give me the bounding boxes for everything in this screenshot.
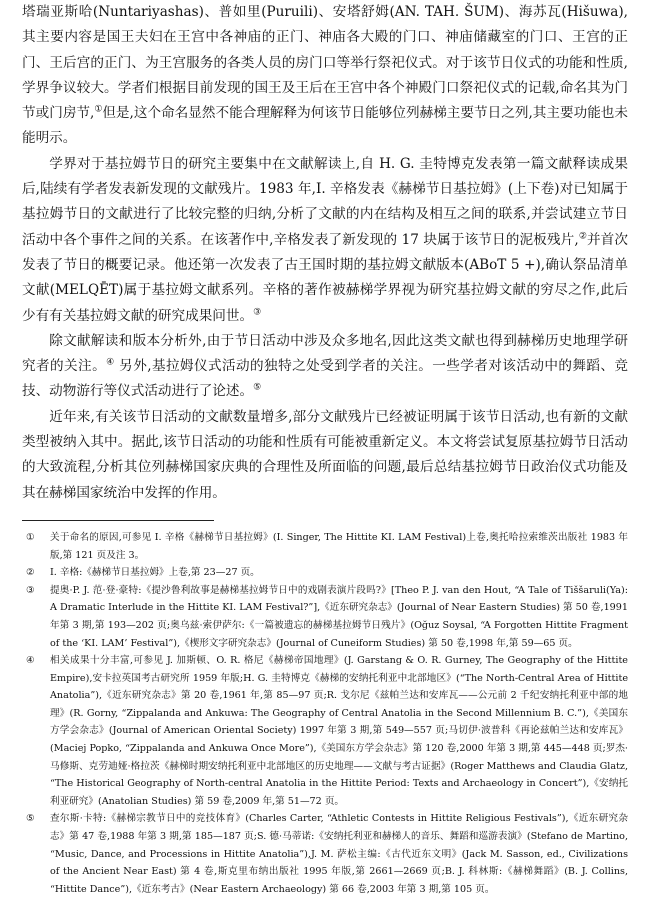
footnote-1-text: 关于命名的原因,可参见 I. 辛格《赫梯节日基拉姆》(I. Singer, The Hittite KI. LAM Festival)上卷,奥托哈拉索维茨出版社 1983 年版,第 121 页及注 3。 [50, 531, 628, 561]
document-page [22, 0, 628, 898]
footnote-5 [22, 810, 628, 898]
footnote-ref-5[interactable]: ⑤ [253, 382, 262, 393]
paragraph-2-tail: 并首次发表了节日的概要记录。他还第一次发表了古王国时期的基拉姆文献版本(ABoT 5 +),确认祭品清单文献(MELQĒT)属于基拉姆文献系列。辛格的著作被赫梯学界视为研究基拉姆文献的穷尽之作,此后少有有关基拉姆文献的研究成果问世。 [22, 231, 628, 324]
footnote-ref-4[interactable]: ④ [106, 357, 115, 368]
body-text [22, 0, 628, 506]
footnote-ref-2[interactable]: ② [578, 231, 587, 242]
footnote-2-mark: ② [26, 567, 35, 579]
footnote-4 [22, 652, 628, 810]
footnote-3-text: 提奥·P. J. 范·登·豪特:《提沙鲁利故事是赫梯基拉姆节日中的戏剧表演片段吗?》[Theo P. J. van den Hout, “A Tale of Tiššaruli(Ya): A Dramatic Interlude in the Hittite KI. LAM Festival?”],《近东研究杂志》(Journal of Near Eastern Studies) 第 50 卷,1991 年第 3 期,第 193—202 页;奥乌兹·索伊萨尔:《一篇被遗忘的赫梯基拉姆节日残片》(Oğuz Soysal, “A Forgotten Hittite Fragment of the ‘KI. LAM’ Festival”),《楔形文字研究杂志》(Journal of Cuneiform Studies) 第 50 卷,1998 年,第 59—65 页。 [50, 584, 628, 649]
footnotes [22, 529, 628, 898]
footnote-5-text: 查尔斯·卡特:《赫梯宗教节日中的竞技体育》(Charles Carter, “Athletic Contests in Hittite Religious Festivals”),《近东研究杂志》第 47 卷,1988 年第 3 期,第 185—187 页;S. 德·马蒂诺:《安纳托利亚和赫梯人的音乐、舞蹈和巡游表演》(Stefano de Martino, “Music, Dance, and Processions in Hittite Anatolia”),J. M. 萨松主编:《古代近东文明》(Jack M. Sasson, ed., Civilizations of the Ancient Near East) 第 4 卷,斯克里布纳出版社 1995 年版,第 2661—2669 页;B. J. 科林斯:《赫梯舞蹈》(B. J. Collins, “Hittite Dance”),《近东考古》(Near Eastern Archaeology) 第 66 卷,2003 年第 3 期,第 105 页。 [50, 813, 628, 895]
footnote-ref-3[interactable]: ③ [253, 307, 262, 318]
paragraph-4 [22, 405, 628, 506]
paragraph-1-text: 塔瑞亚斯哈(Nuntariyashas)、普如里(Puruili)、安塔舒姆(AN. TAH. ŠUM)、海苏瓦(Hišuwa),其主要内容是国王夫妇在王宫中各神庙的正门、神庙各大殿的门口、神庙储藏室的门口、王宫的正门、王后宫的正门、为王宫服务的各类人员的房门口等举行祭祀仪式。对于该节日仪式的功能和性质,学界争议较大。学者们根据目前发现的国王及王后在王宫中各个神殿门口祭祀仪式的记载,命名其为门节或门房节, [22, 4, 628, 122]
footnote-2-text: I. 辛格:《赫梯节日基拉姆》上卷,第 23—27 页。 [50, 567, 260, 579]
paragraph-4-text: 近年来,有关该节日活动的文献数量增多,部分文献残片已经被证明属于该节日活动,也有新的文献类型被纳入其中。据此,该节日活动的功能和性质有可能被重新定义。本文将尝试复原基拉姆节日活动的大致流程,分析其位列赫梯国家庆典的合理性及所面临的问题,最后总结基拉姆节日政治仪式功能及其在赫梯国家统治中发挥的作用。 [22, 408, 628, 501]
paragraph-2-text: 学界对于基拉姆节日的研究主要集中在文献解读上,自 H. G. 圭特博克发表第一篇文献释读成果后,陆续有学者发表新发现的文献残片。1983 年,I. 辛格发表《赫梯节日基拉姆》(上下卷)对已知属于基拉姆节日的文献进行了比较完整的归纳,分析了文献的内在结构及相互之间的联系,并尝试建立节日活动中各个事件之间的关系。在该著作中,辛格发表了新发现的 17 块属于该节日的泥板残片, [22, 155, 628, 248]
paragraph-1-tail: 但是,这个命名显然不能合理解释为何该节日能够位列赫梯主要节日之列,其主要功能也未能明示。 [22, 105, 629, 147]
footnote-4-mark: ④ [26, 655, 35, 667]
footnote-4-text: 相关成果十分丰富,可参见 J. 加斯顿、O. R. 格尼《赫梯帝国地理》(J. Garstang & O. R. Gurney, The Geography of the Hittite Empire),安卡拉英国考古研究所 1959 年版;H. G. 圭特博克《赫梯的安纳托利亚中北部地区》(“The North-Central Area of Hittite Anatolia”),《近东研究杂志》第 20 卷,1961 年,第 85—97 页;R. 戈尔尼《兹帕兰达和安库瓦——公元前 2 千纪安纳托利亚中部的地理》(R. Gorny, “Zippalanda and Ankuwa: The Geography of Central Anatolia in the Second Millennium B. C.”),《美国东方学会杂志》(Journal of American Oriental Society) 1997 年第 3 期,第 549—557 页;马切伊·波普科《再论兹帕兰达和安库瓦》(Maciej Popko, “Zippalanda and Ankuwa Once More”),《美国东方学会杂志》第 120 卷,2000 年第 3 期,第 445—448 页;罗杰·马修斯、克劳迪娅·格拉茨《赫梯时期安纳托利亚中北部地区的历史地理——文献与考古证据》(Roger Matthews and Claudia Glatz, “The Historical Geography of North-central Anatolia in the Hittite Period: Texts and Archaeology in Concert”),《安纳托利亚研究》(Anatolian Studies) 第 59 卷,2009 年,第 51—72 页。 [50, 655, 628, 807]
footnote-1-mark: ① [26, 531, 35, 543]
footnote-divider [22, 520, 214, 521]
paragraph-3-text: 除文献解读和版本分析外,由于节日活动中涉及众多地名,因此这类文献也得到赫梯历史地理学研究者的关注。 [22, 332, 628, 375]
paragraph-2 [22, 152, 628, 329]
paragraph-1 [22, 0, 628, 152]
footnote-2 [22, 564, 628, 582]
footnote-ref-1[interactable]: ① [94, 104, 103, 115]
paragraph-3 [22, 329, 628, 405]
footnote-1 [22, 529, 628, 564]
footnote-3-mark: ③ [26, 584, 35, 596]
footnote-5-mark: ⑤ [26, 813, 35, 825]
footnote-3 [22, 582, 628, 652]
paragraph-3-tail: 另外,基拉姆仪式活动的独特之处受到学者的关注。一些学者对该活动中的舞蹈、竞技、动物游行等仪式活动进行了论述。 [22, 358, 629, 400]
